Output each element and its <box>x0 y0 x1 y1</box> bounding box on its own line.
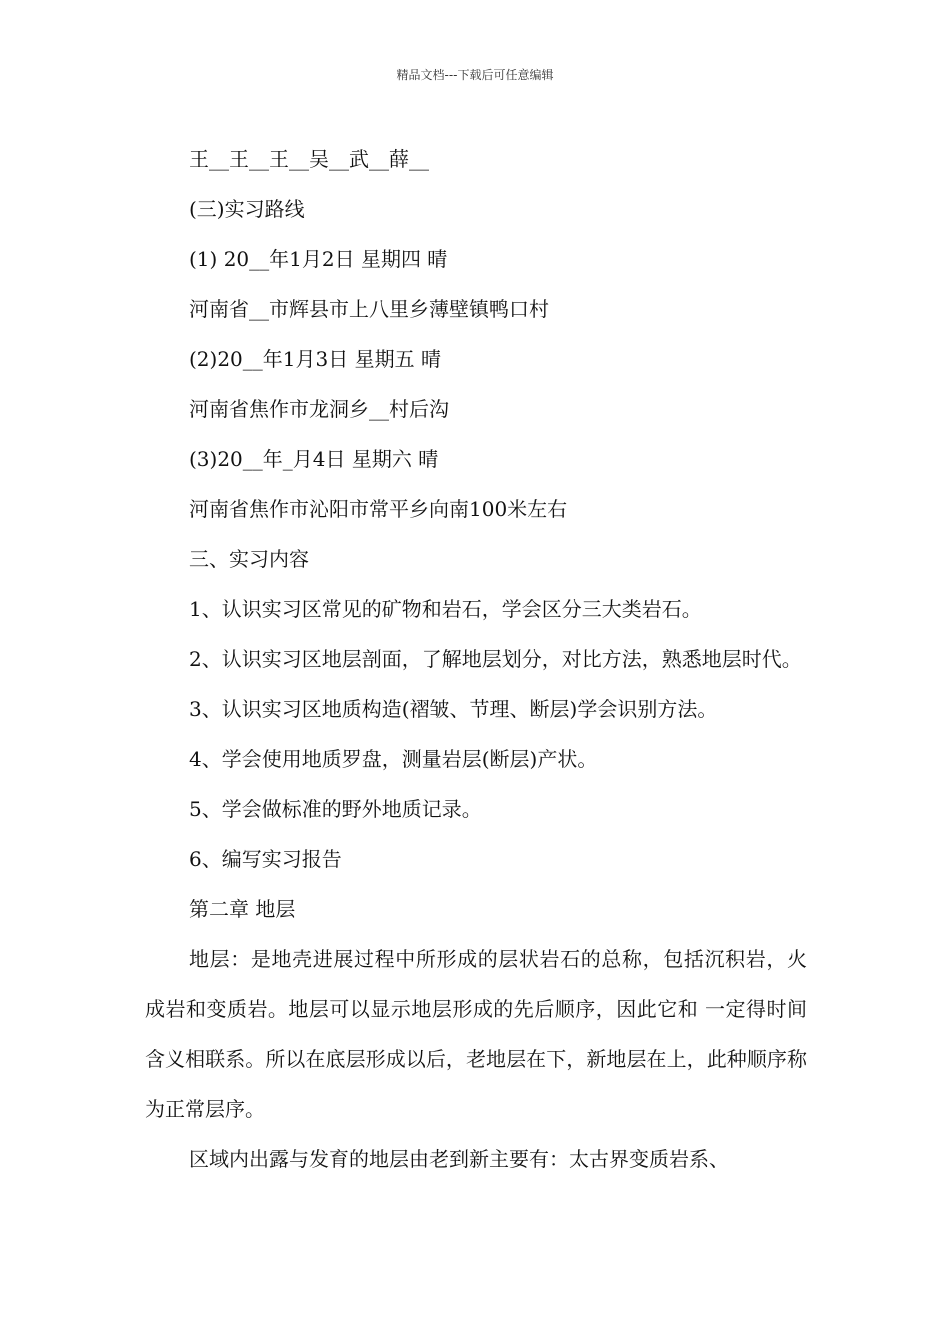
document-body <box>145 134 807 1184</box>
page-header: 精品文档---下载后可任意编辑 <box>396 68 554 82</box>
paragraph-content-item-6: 6、编写实习报告 <box>189 847 342 871</box>
paragraph-route-1-place: 河南省__市辉县市上八里乡薄壁镇鸭口村 <box>189 297 549 321</box>
paragraph-route-1-date: (1) 20__年1月2日 星期四 晴 <box>189 247 448 271</box>
paragraph-route-2-place: 河南省焦作市龙洞乡__村后沟 <box>189 397 449 421</box>
paragraph-route-2-date: (2)20__年1月3日 星期五 晴 <box>189 347 441 371</box>
paragraph-names: 王__王__王__吴__武__薛__ <box>189 147 429 171</box>
paragraph-route-3-place: 河南省焦作市沁阳市常平乡向南100米左右 <box>189 497 568 521</box>
paragraph-regional-strata: 区域内出露与发育的地层由老到新主要有：太古界变质岩系、 <box>189 1147 729 1171</box>
paragraph-content-item-5: 5、学会做标准的野外地质记录。 <box>189 797 482 821</box>
paragraph-route-3-date: (3)20__年_月4日 星期六 晴 <box>189 447 439 471</box>
paragraph-content-item-4: 4、学会使用地质罗盘，测量岩层(断层)产状。 <box>189 747 598 771</box>
paragraph-stratum-definition: 地层：是地壳进展过程中所形成的层状岩石的总称，包括沉积岩，火成岩和变质岩。地层可以显示地层形成的先后顺序，因此它和 一定得时间含义相联系。所以在底层形成以后，老地层在下，新地层在上，此种顺序称为正常层序。 <box>145 947 807 1121</box>
chapter-heading: 第二章 地层 <box>189 897 296 921</box>
paragraph-content-item-2: 2、认识实习区地层剖面，了解地层划分，对比方法，熟悉地层时代。 <box>189 647 802 671</box>
paragraph-content-item-1: 1、认识实习区常见的矿物和岩石，学会区分三大类岩石。 <box>189 597 702 621</box>
paragraph-route-heading: (三)实习路线 <box>189 197 305 221</box>
paragraph-content-heading: 三、实习内容 <box>189 547 309 571</box>
paragraph-content-item-3: 3、认识实习区地质构造(褶皱、节理、断层)学会识别方法。 <box>189 697 718 721</box>
